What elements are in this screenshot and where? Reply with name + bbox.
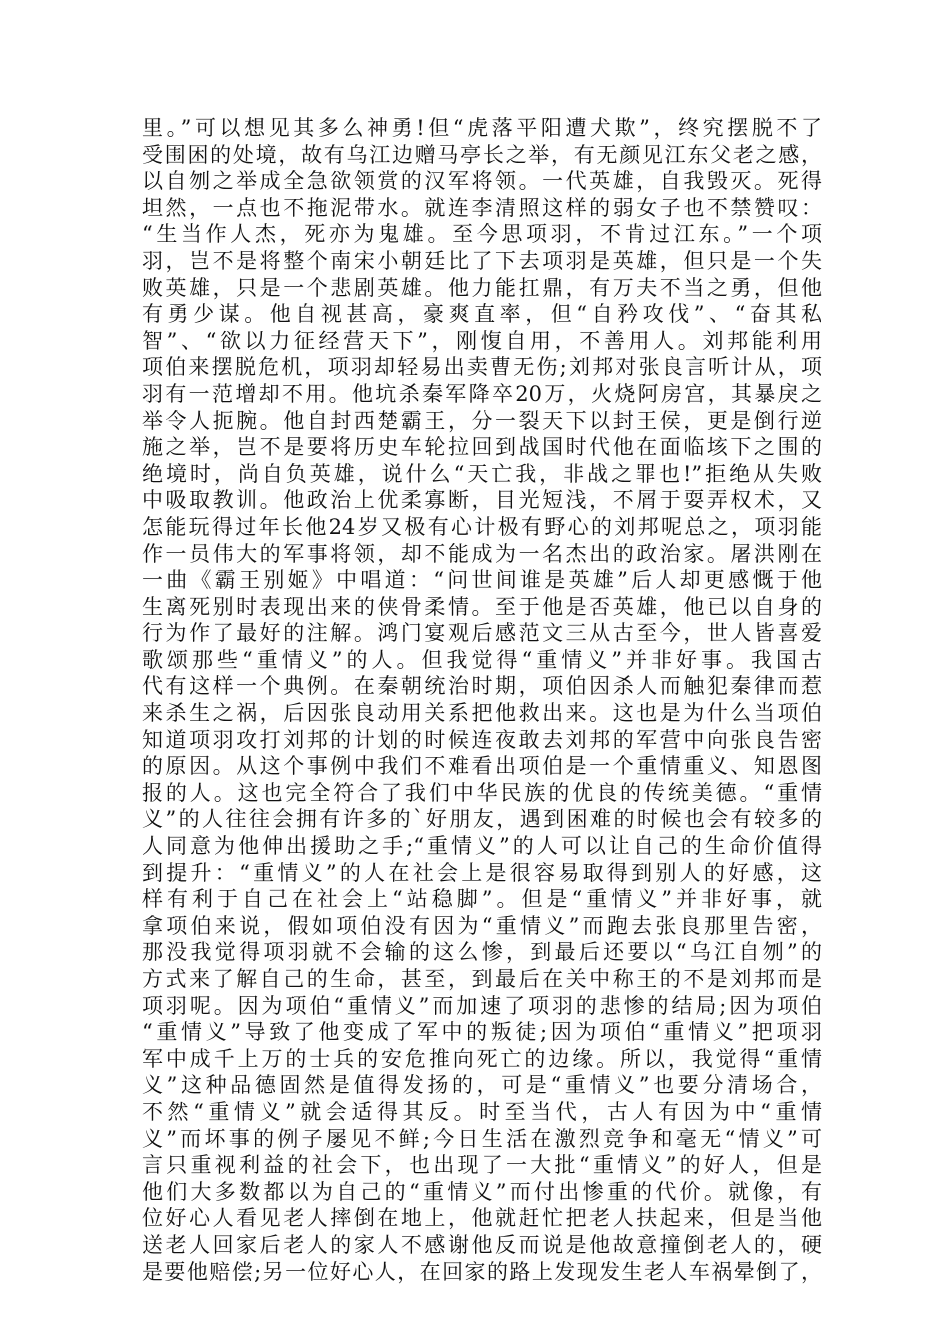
text-line: 人同意为他伸出援助之手;“重情义”的人可以让自己的生命价值得 (142, 834, 822, 859)
text-line: 他们大多数都以为自己的“重情义”而付出惨重的代价。就像，有 (142, 1179, 822, 1204)
text-line: 军中成千上万的士兵的安危推向死亡的边缘。所以，我觉得“重情 (142, 1046, 822, 1071)
text-line: 的原因。从这个事例中我们不难看出项伯是一个重情重义、知恩图 (142, 754, 822, 779)
text-line: 以自刎之举成全急欲领赏的汉军将领。一代英雄，自我毁灭。死得 (142, 169, 822, 194)
text-line: “重情义”导致了他变成了军中的叛徒;因为项伯“重情义”把项羽 (142, 1020, 822, 1045)
text-line: 有勇少谋。他自视甚高，豪爽直率，但“自矜攻伐”、“奋其私 (142, 302, 822, 327)
text-line: 知道项羽攻打刘邦的计划的时候连夜敢去刘邦的军营中向张良告密 (142, 727, 822, 752)
text-line: 受围困的处境，故有乌江边赠马亭长之举，有无颜见江东父老之感， (142, 142, 822, 167)
text-line: 是要他赔偿;另一位好心人，在回家的路上发现发生老人车祸晕倒了， (142, 1259, 822, 1284)
body-text (142, 115, 822, 1285)
text-line: 智”、“欲以力征经营天下”，刚愎自用，不善用人。刘邦能利用 (142, 328, 822, 353)
text-line: 施之举，岂不是要将历史车轮拉回到战国时代他在面临垓下之围的 (142, 435, 822, 460)
text-line: 位好心人看见老人摔倒在地上，他就赶忙把老人扶起来，但是当他 (142, 1206, 822, 1231)
text-line: 中吸取教训。他政治上优柔寡断，目光短浅，不屑于耍弄权术，又 (142, 488, 822, 513)
text-line: 一曲《霸王别姬》中唱道：“问世间谁是英雄”后人却更感慨于他 (142, 568, 822, 593)
text-line: 义”而坏事的例子屡见不鲜;今日生活在激烈竞争和毫无“情义”可 (142, 1126, 822, 1151)
text-line: 行为作了最好的注解。鸿门宴观后感范文三从古至今，世人皆喜爱 (142, 621, 822, 646)
text-line: 不然“重情义”就会适得其反。时至当代，古人有因为中“重情 (142, 1099, 822, 1124)
text-line: 绝境时，尚自负英雄，说什么“天亡我，非战之罪也!”拒绝从失败 (142, 461, 822, 486)
text-line: 项羽呢。因为项伯“重情义”而加速了项羽的悲惨的结局;因为项伯 (142, 993, 822, 1018)
text-line: 义”这种品德固然是值得发扬的，可是“重情义”也要分清场合， (142, 1073, 822, 1098)
text-line: 义”的人往往会拥有许多的`好朋友，遇到困难的时候也会有较多的 (142, 807, 822, 832)
text-line: 里。”可以想见其多么神勇!但“虎落平阳遭犬欺”，终究摆脱不了 (142, 116, 822, 140)
text-line: 举令人扼腕。他自封西楚霸王，分一裂天下以封王侯，更是倒行逆 (142, 408, 822, 433)
text-line: 代有这样一个典例。在秦朝统治时期，项伯因杀人而触犯秦律而惹 (142, 674, 822, 699)
text-line: 歌颂那些“重情义”的人。但我觉得“重情义”并非好事。我国古 (142, 647, 822, 672)
text-line: 送老人回家后老人的家人不感谢他反而说是他故意撞倒老人的，硬 (142, 1232, 822, 1257)
text-line: 到提升：“重情义”的人在社会上是很容易取得到别人的好感，这 (142, 860, 822, 885)
text-line: 生离死别时表现出来的侠骨柔情。至于他是否英雄，他已以自身的 (142, 594, 822, 619)
text-line: “生当作人杰，死亦为鬼雄。至今思项羽，不肯过江东。”一个项 (142, 222, 822, 247)
text-line: 来杀生之祸，后因张良动用关系把他救出来。这也是为什么当项伯 (142, 701, 822, 726)
text-line: 那没我觉得项羽就不会输的这么惨，到最后还要以“乌江自刎”的 (142, 940, 822, 965)
text-line: 报的人。这也完全符合了我们中华民族的优良的传统美德。“重情 (142, 780, 822, 805)
text-line: 方式来了解自己的生命，甚至，到最后在关中称王的不是刘邦而是 (142, 967, 822, 991)
text-line: 羽，岂不是将整个南宋小朝廷比了下去项羽是英雄，但只是一个失 (142, 248, 822, 273)
text-line: 怎能玩得过年长他24岁又极有心计极有野心的刘邦呢总之，项羽能 (142, 514, 822, 539)
text-line: 言只重视利益的社会下，也出现了一大批“重情义”的好人，但是 (142, 1153, 822, 1178)
text-line: 作一员伟大的军事将领，却不能成为一名杰出的政治家。屠洪刚在 (142, 541, 822, 566)
text-line: 败英雄，只是一个悲剧英雄。他力能扛鼎，有万夫不当之勇，但他 (142, 275, 822, 300)
text-line: 项伯来摆脱危机，项羽却轻易出卖曹无伤;刘邦对张良言听计从，项 (142, 355, 822, 380)
text-line: 坦然，一点也不拖泥带水。就连李清照这样的弱女子也不禁赞叹： (142, 195, 822, 220)
text-line: 拿项伯来说，假如项伯没有因为“重情义”而跑去张良那里告密， (142, 913, 822, 938)
text-line: 羽有一范增却不用。他坑杀秦军降卒20万，火烧阿房宫，其暴戾之 (142, 381, 822, 406)
text-line: 样有利于自己在社会上“站稳脚”。但是“重情义”并非好事，就 (142, 887, 822, 912)
